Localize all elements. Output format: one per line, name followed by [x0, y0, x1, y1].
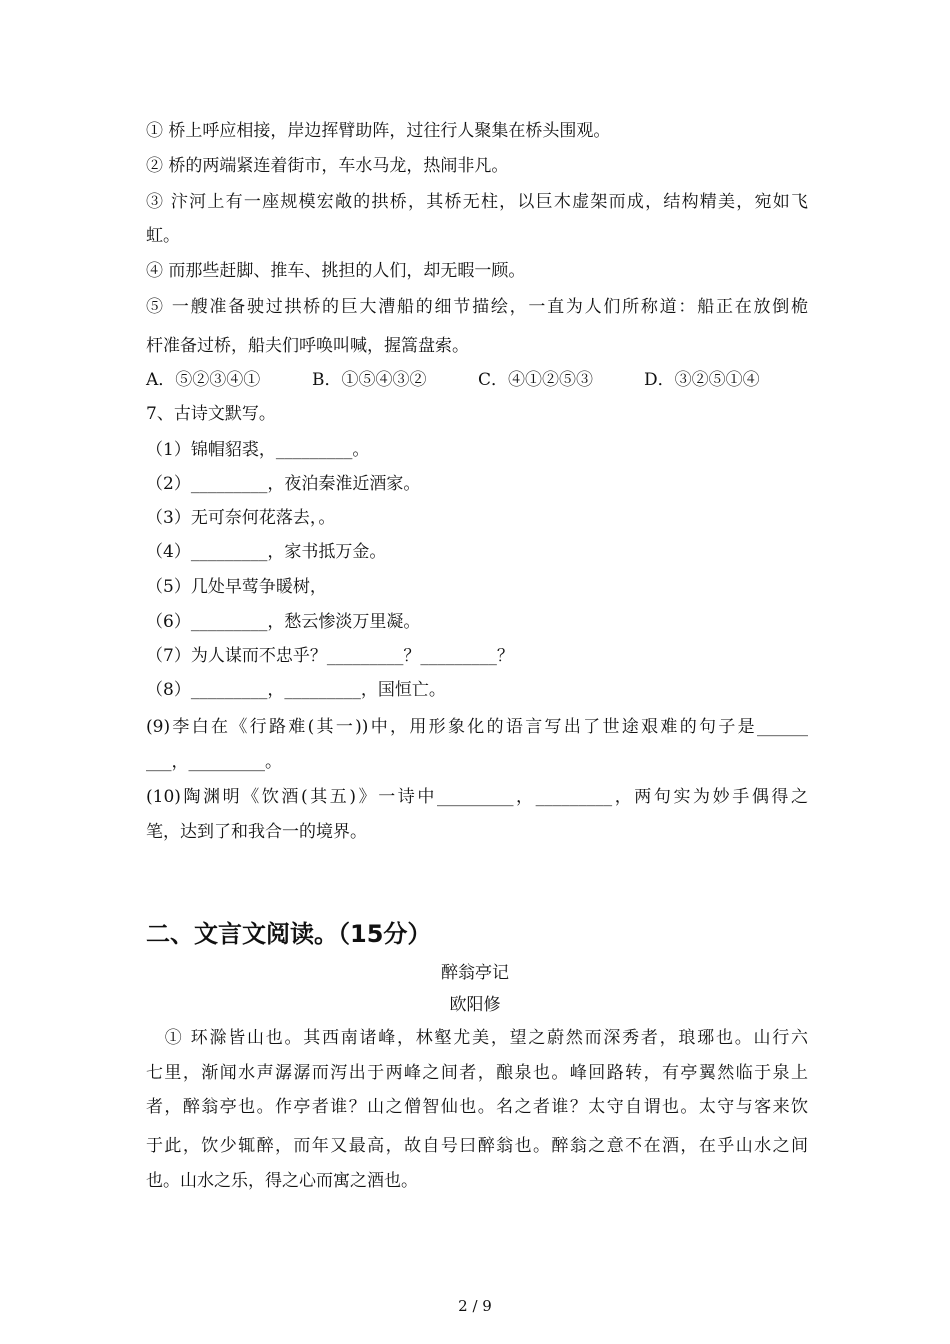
q7-item-2: （2）_________，夜泊秦淮近酒家。 — [146, 474, 421, 494]
q7-item-1: （1）锦帽貂裘，_________。 — [146, 440, 370, 460]
q6-item-3-cont: 虹。 — [146, 226, 180, 246]
q7-item-9: (9)李白在《行路难(其一))中，用形象化的语言写出了世途艰难的句子是______ — [146, 717, 808, 737]
q6-item-3: ③ 汴河上有一座规模宏敞的拱桥，其桥无柱，以巨木虚架而成，结构精美，宛如飞 — [146, 192, 808, 212]
q7-item-4: （4）_________，家书抵万金。 — [146, 542, 387, 562]
passage-line: 者，醉翁亭也。作亭者谁？山之僧智仙也。名之者谁？太守自谓也。太守与客来饮 — [146, 1097, 808, 1117]
q6-item-5-cont: 杆准备过桥，船夫们呼唤叫喊，握篙盘索。 — [146, 336, 469, 356]
q6-item-2: ② 桥的两端紧连着街市，车水马龙，热闹非凡。 — [146, 156, 509, 176]
q7-item-9-cont: ___，_________。 — [146, 752, 282, 772]
option-a: A．⑤②③④① — [146, 370, 261, 390]
q7-item-7: （7）为人谋而不忠乎？_________？_________？ — [146, 646, 514, 666]
passage-line: ① 环滁皆山也。其西南诸峰，林壑尤美，望之蔚然而深秀者，琅琊也。山行六 — [146, 1028, 808, 1048]
q6-options — [146, 369, 760, 391]
page-number: 2 / 9 — [458, 1297, 492, 1315]
passage-title: 醉翁亭记 — [441, 963, 509, 983]
q6-item-1: ① 桥上呼应相接，岸边挥臂助阵，过往行人聚集在桥头围观。 — [146, 121, 611, 141]
q7-item-6: （6）_________，愁云惨淡万里凝。 — [146, 612, 421, 632]
q7-item-10: (10)陶渊明《饮酒(其五)》一诗中_________，_________，两句实为妙手偶得之 — [146, 787, 808, 807]
q7-title: 7、古诗文默写。 — [146, 404, 276, 424]
option-d: D．③②⑤①④ — [644, 370, 760, 390]
q7-item-5: （5）几处早莺争暖树， — [146, 577, 327, 597]
passage-author: 欧阳修 — [449, 995, 501, 1015]
option-b: B．①⑤④③② — [312, 370, 427, 390]
section-heading: 二、文言文阅读。（15分） — [146, 920, 432, 948]
q7-item-10-cont: 笔，达到了和我合一的境界。 — [146, 822, 367, 842]
q7-item-3: （3）无可奈何花落去，。 — [146, 508, 336, 528]
q6-item-5: ⑤ 一艘准备驶过拱桥的巨大漕船的细节描绘，一直为人们所称道：船正在放倒桅 — [146, 297, 808, 317]
passage-line: 于此，饮少辄醉，而年又最高，故自号曰醉翁也。醉翁之意不在酒，在乎山水之间 — [146, 1136, 808, 1156]
option-c: C．④①②⑤③ — [478, 370, 594, 390]
passage-line: 也。山水之乐，得之心而寓之酒也。 — [146, 1171, 418, 1191]
passage-line: 七里，渐闻水声潺潺而泻出于两峰之间者，酿泉也。峰回路转，有亭翼然临于泉上 — [146, 1063, 808, 1083]
q7-item-8: （8）_________，_________，国恒亡。 — [146, 680, 446, 700]
q6-item-4: ④ 而那些赶脚、推车、挑担的人们，却无暇一顾。 — [146, 261, 526, 281]
